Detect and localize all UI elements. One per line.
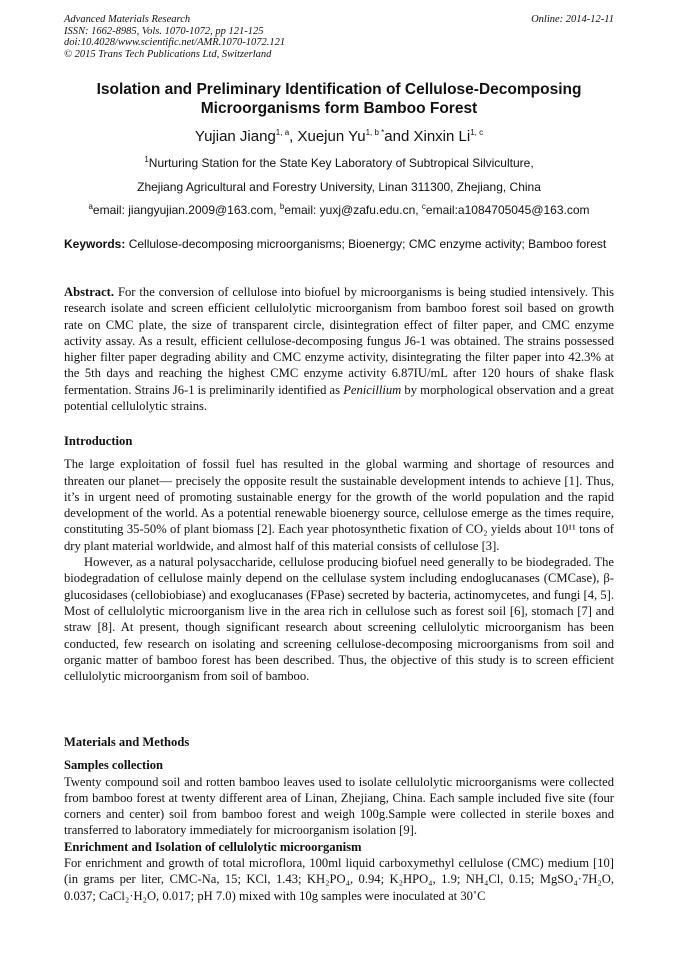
email: email: jiangyujian.2009@163.com,	[92, 203, 280, 217]
email: email: yuxj@zafu.edu.cn,	[284, 203, 422, 217]
affiliation-line-2: Zhejiang Agricultural and Forestry University, Linan 311300, Zhejiang, China	[137, 180, 541, 194]
author-sup: 1, b *	[365, 128, 385, 137]
genus-name: Penicillium	[343, 382, 402, 397]
separator: and	[384, 128, 414, 145]
subsection-heading: Enrichment and Isolation of cellulolytic microorganism	[64, 839, 362, 854]
email: email:a1084705045@163.com	[425, 203, 590, 217]
aff-sup: 1	[144, 155, 149, 164]
authors	[0, 128, 678, 145]
methods-section	[64, 734, 614, 904]
paragraph: Twenty compound soil and rotten bamboo leaves used to isolate cellulolytic microorganisms were collected from bamboo forest at twenty different area of Linan, Zhejiang, China. Each sample included five site (four corners and center) soil from bamboo forest and weigh 100g.Sample were collected in sterile boxes and transferred to laboratory immediately for microorganism isolation [9].	[64, 774, 614, 838]
keywords-label: Keywords:	[64, 237, 126, 251]
section-heading: Introduction	[64, 434, 133, 448]
aff-text: Nurturing Station for the State Key Laboratory of Subtropical Silviculture,	[148, 156, 534, 170]
online-date: Online: 2014-12-11	[531, 14, 614, 25]
separator: ,	[289, 128, 298, 145]
abstract-text: by morphological observation and a great potential cellulolytic strains.	[64, 382, 614, 414]
paper-title	[40, 80, 638, 118]
author-name: Yujian Jiang	[194, 128, 276, 145]
keywords	[64, 237, 614, 252]
affiliation-line-1	[0, 155, 678, 170]
author-sup: 1, c	[470, 128, 484, 137]
abstract-text: For the conversion of cellulose into biofuel by microorganisms is being studied intensively. This research isolate and screen efficient cellulolytic microorganism from bamboo forest soil based on growth rate on CMC plate, the size of transparent circle, disintegration effect of filter paper, and CMC enzyme activity assay. As a result, efficient cellulose-decomposing fungus J6-1 was obtained. The strains possessed higher filter paper degrading ability and CMC enzyme activity, disintegrating the filter paper into 42.3% at the 5th days and reaching the highest CMC enzyme activity 6.87IU/mL after 120 hours of shake flask fermentation. Strains J6-1 is preliminarily identified as	[64, 285, 614, 397]
doi: doi:10.4028/www.scientific.net/AMR.1070-1072.121	[64, 37, 286, 48]
issn: ISSN: 1662-8985, Vols. 1070-1072, pp 121-125	[64, 25, 264, 37]
email-sup: c	[421, 202, 426, 211]
email-sup: b	[279, 202, 285, 211]
title-line: Isolation and Preliminary Identification of Cellulose-Decomposing	[96, 81, 582, 98]
section-heading: Materials and Methods	[64, 735, 190, 749]
abstract	[64, 284, 614, 414]
subsection-heading: Samples collection	[64, 758, 163, 773]
journal-name: Advanced Materials Research	[64, 14, 191, 25]
email-sup: a	[88, 202, 93, 211]
paragraph: The large exploitation of fossil fuel has resulted in the global warming and shortage of resources and threaten our planet— precisely the opposite result the sustainable development intends to achieve [1]. Thus, it’s in urgent need of promoting sustainable energy for the growth of the world population and the rapid development of the world. As a potential renewable bioenergy source, cellulose emerge as the times require, constituting 35-50% of plant biomass [2]. Each year photosynthetic fixation of CO₂ yields about 10¹¹ tons of dry plant material worldwide, and almost half of this material consists of cellulose [3].	[64, 457, 614, 553]
copyright: © 2015 Trans Tech Publications Ltd, Switzerland	[64, 48, 272, 60]
paragraph: However, as a natural polysaccharide, cellulose producing biofuel need generally to be biodegraded. The biodegradation of cellulose mainly depend on the cellulase system including endoglucanases (CMCase), β-glucosidases (cellobiobiase) and exoglucanases (FPase) secreted by bacteria, actinomycetes, and fungi [4, 5]. Most of cellulolytic microorganism live in the area rich in cellulose such as forest soil [6], stomach [7] and straw [8]. At present, though significant research about screening cellulolytic microorganism has been conducted, few research on isolating and screening cellulose-decomposing microorganisms from soil and organic matter of bamboo forest has been described. Thus, the objective of this study is to screen efficient cellulolytic microorganism from soil of bamboo.	[64, 555, 614, 684]
author-name: Xinxin Li	[413, 128, 471, 145]
emails	[0, 202, 678, 217]
keywords-text: Cellulose-decomposing microorganisms; Bioenergy; CMC enzyme activity; Bamboo forest	[125, 237, 607, 251]
author-sup: 1, a	[275, 128, 290, 137]
title-line: Microorganisms form Bamboo Forest	[200, 100, 478, 117]
introduction-section	[64, 433, 614, 684]
journal-header	[64, 14, 285, 60]
author-name: Xuejun Yu	[297, 128, 366, 145]
abstract-label: Abstract.	[64, 285, 115, 299]
paragraph: For enrichment and growth of total microflora, 100ml liquid carboxymethyl cellulose (CMC) medium [10] (in grams per liter, CMC-Na, 15; KCl, 1.43; KH₂PO₄, 0.94; K₂HPO₄, 1.9; NH₄Cl, 0.15; MgSO₄·7H₂O, 0.037; CaCl₂·H₂O, 0.017; pH 7.0) mixed with 10g samples were inoculated at 30˚C	[64, 856, 614, 903]
